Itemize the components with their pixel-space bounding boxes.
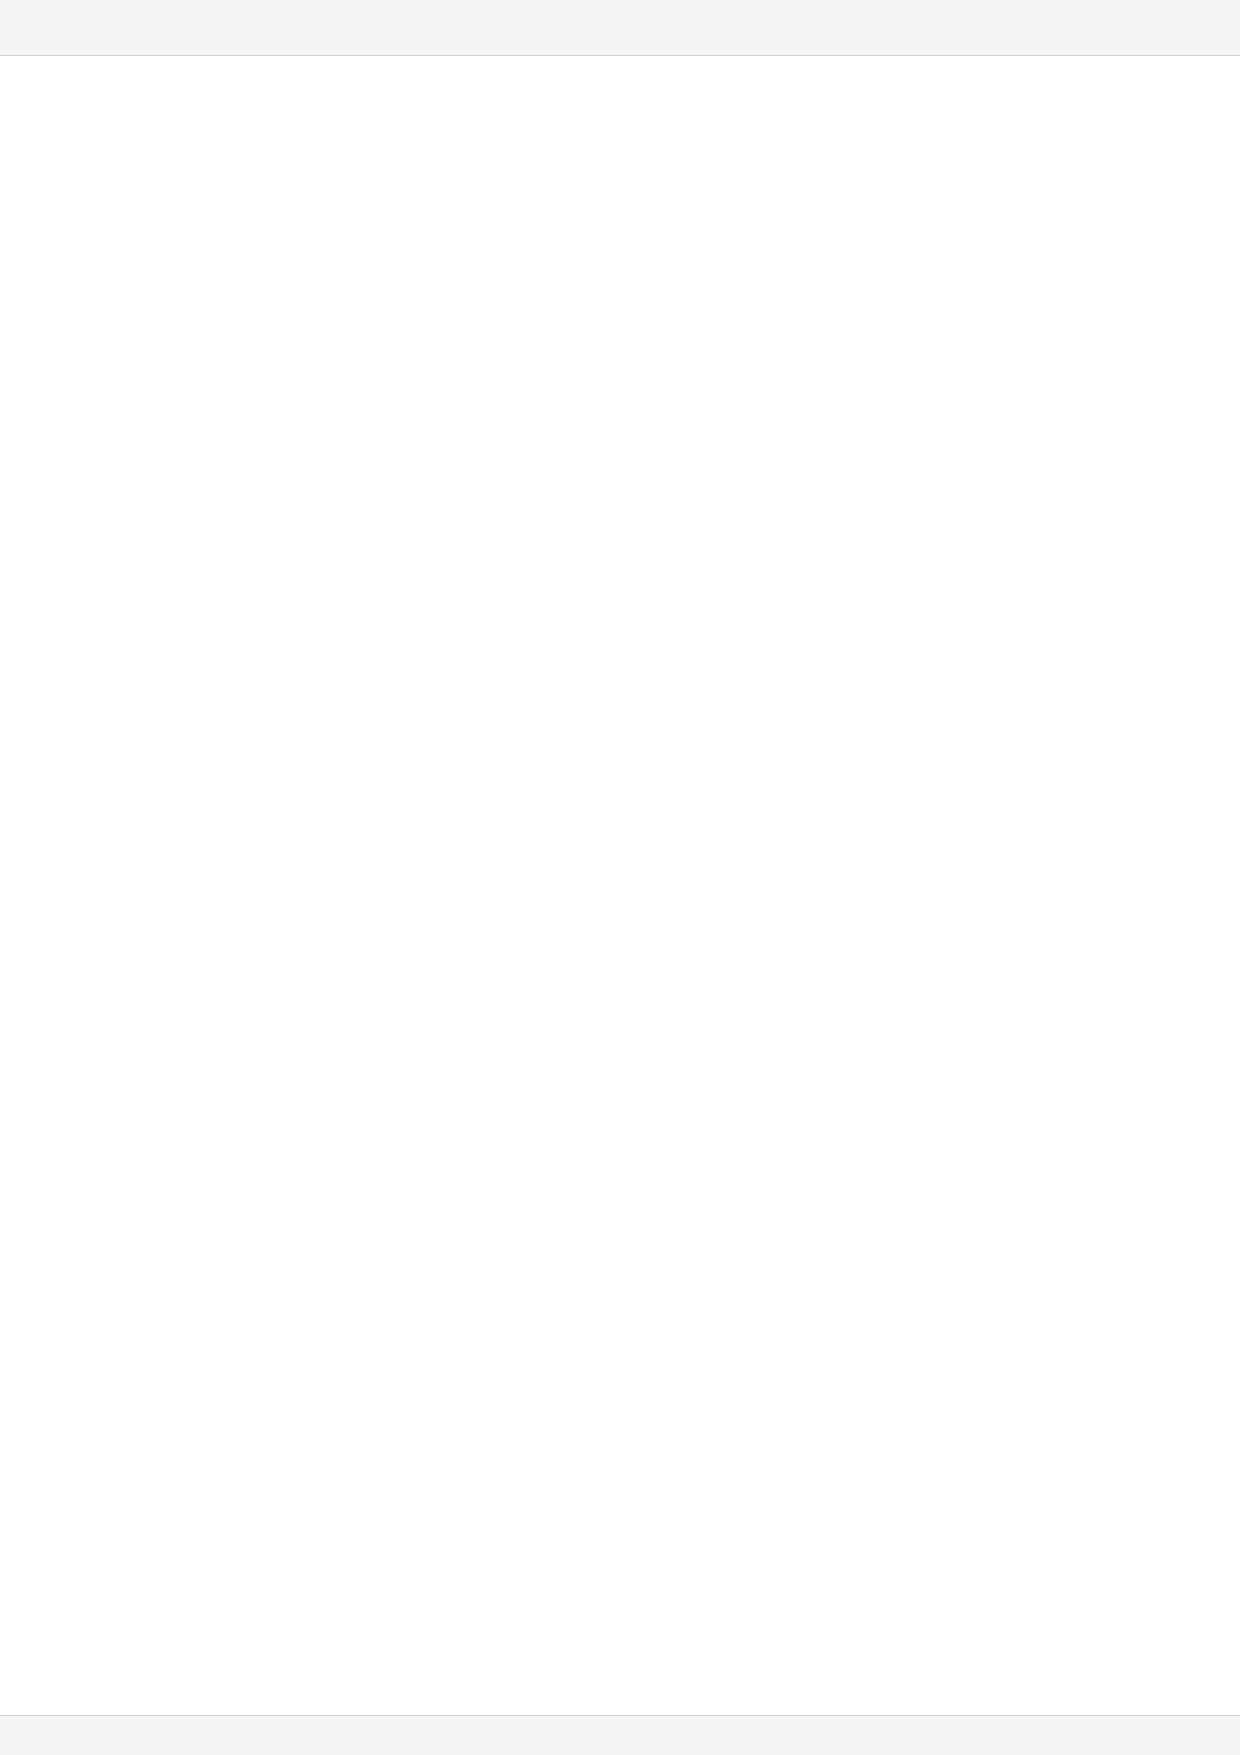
page-header [0,0,1240,56]
page-footer [0,1715,1240,1755]
main-content [0,56,1240,1715]
